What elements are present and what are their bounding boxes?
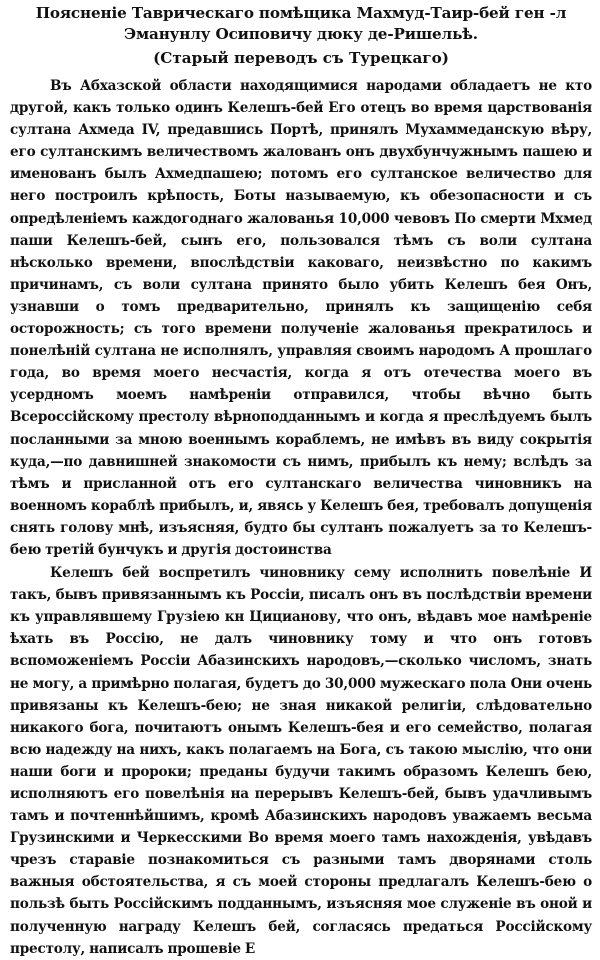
paragraph-2: Келешъ бей воспретилъ чиновнику сему исполнить повелѣніе И такъ, бывъ привязаннымъ къ Россіи, писалъ онъ въ послѣдствіи времени къ управлявшему Грузіею кн Цицианову, что онъ, вѣдавъ мое намѣреніе ѣхать въ Россію, не далъ чиновнику тому и что онъ готовъ вспоможеніемъ Россіи Абазинскихъ народовъ,—сколько числомъ, знать не могу, а примѣрно полагая, будетъ до 30,000 мужескаго пола Они очень привязаны къ Келешъ-бею; не зная никакой религіи, слѣдовательно никакого бога, почитаютъ онымъ Келешъ-бея и его семейство, полагая всю надежду на нихъ, какъ полагаемъ на Бога, съ такою мыслію, что они наши боги и пророки; преданы будучи такимъ образомъ Келешъ бею, исполняютъ его повелѣнія на перерывъ Келешъ-бей, бывъ удачливымъ тамъ и почтеннѣйшимъ, кромѣ Абазинскихъ народовъ уважаемъ весьма Грузинскими и Черкесскими Во время моего тамъ нахожденія, увѣдавъ чрезъ старавіе познакомиться съ разными тамъ дворянами столь важныя обстоятельства, я съ моей стороны предлагалъ Келешъ-бею о пользѣ быть Россійскимъ подданнымъ, изъясняя мое служеніе въ оной и полученную награду Келешъ бей, согласясь предаться Россійскому престолу, написалъ прошевіе Е [10,565,592,957]
paragraph-1: Въ Абхазской области находящимися народами обладаетъ не кто другой, какъ только одинъ Келешъ-бей Его отецъ во время царствованія султана Ахмеда IV, предавшись Портѣ, принялъ Мухаммеданскую вѣру, его султанскимъ величествомъ жалованъ онъ двухбунчужнымъ пашею и именованъ былъ Ахмедпашею; потомъ его султанское величество для него построилъ крѣпость, Боты называемую, къ обезопасности и съ опредѣленіемъ каждогоднаго жалованья 10,000 чевовъ По смерти Мхмед паши Келешъ-бей, сынъ его, пользовался тѣмъ съ воли султана нѣсколько времени, впослѣдствіи каковаго, неизвѣстно по какимъ причинамъ, съ воли султана принято было убить Келешъ бея Онъ, узнавши о томъ предварительно, принялъ къ защищенію себя осторожность; съ того времени полученіе жалованья прекратилось и понелѣній султана не исполнялъ, управляя своимъ народомъ А прошлаго года, во время моего несчастія, когда я отъ отечества моего въ усердномъ моемъ намѣреніи отправился, чтобы вѣчно быть Всероссійскому престолу вѣрноподданнымъ и когда я преслѣдуемъ былъ посланными за мною военнымъ кораблемъ, не имѣвъ въ виду сокрытія куда,—по давнишней знакомости съ нимъ, прибылъ къ нему; вслѣдъ за тѣмъ и присланной отъ его султанскаго величества чиновникъ на военномъ кораблѣ прибылъ, и, явясь у Келешъ бея, требовалъ допущенія снять голову мнѣ, изъясняя, будто бы султанъ пожалуетъ за то Келешъ-бею третій бунчукъ и другія достоинства [10,78,592,558]
document-title: Поясненіе Таврическаго помѣщика Махмуд-Таир-бей ген -л Эманунлу Осиповичу дюку де-Ришельѣ. [35,4,567,43]
document-subtitle: (Старый переводъ съ Турецкаго) [153,49,449,67]
